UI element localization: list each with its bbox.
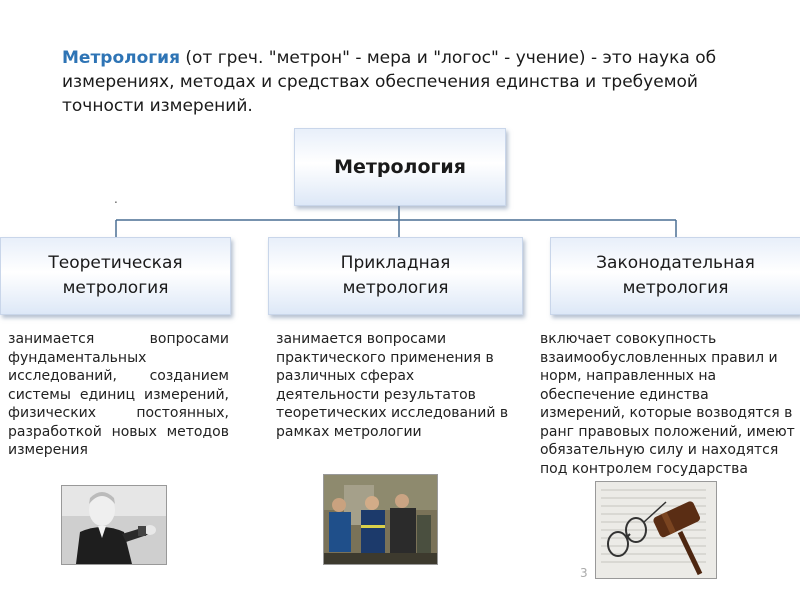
branch-legal-line1: Законодательная — [596, 253, 755, 273]
branch-theoretical — [0, 237, 231, 315]
page-number: 3 — [580, 566, 588, 580]
description-legal: включает совокупность взаимообусловленных правил и норм, направленных на обеспечение единства измерений, которые возводятся в ранг правовых положений, имеют обязательную силу и находятся под контролем государства — [540, 331, 795, 477]
branch-legal — [550, 237, 800, 315]
workers-image — [323, 474, 438, 565]
branch-applied — [268, 237, 523, 315]
root-node-label: Метрология — [334, 156, 466, 178]
decorative-dot: . — [114, 192, 118, 206]
description-theoretical: занимается вопросами фундаментальных исследований, созданием системы единиц измерений, физических постоянных, разработкой новых методов измерения — [8, 331, 229, 458]
gavel-image — [595, 481, 717, 579]
branch-theoretical-line1: Теоретическая — [48, 253, 183, 273]
definition-text: (от греч. "метрон" - мера и "логос" - учение) - это наука об измерениях, методах и средствах обеспечения единства и требуемой точности измерений. — [62, 48, 717, 116]
definition-term: Метрология — [62, 48, 180, 68]
branch-theoretical-line2: метрология — [62, 278, 169, 298]
root-node — [294, 128, 506, 206]
branch-applied-line2: метрология — [342, 278, 449, 298]
description-applied: занимается вопросами практического применения в различных сферах деятельности результатов теоретических исследований в рамках метрологии — [276, 331, 509, 440]
scientist-portrait-image — [61, 485, 167, 565]
branch-applied-line1: Прикладная — [340, 253, 451, 273]
branch-legal-line2: метрология — [622, 278, 729, 298]
